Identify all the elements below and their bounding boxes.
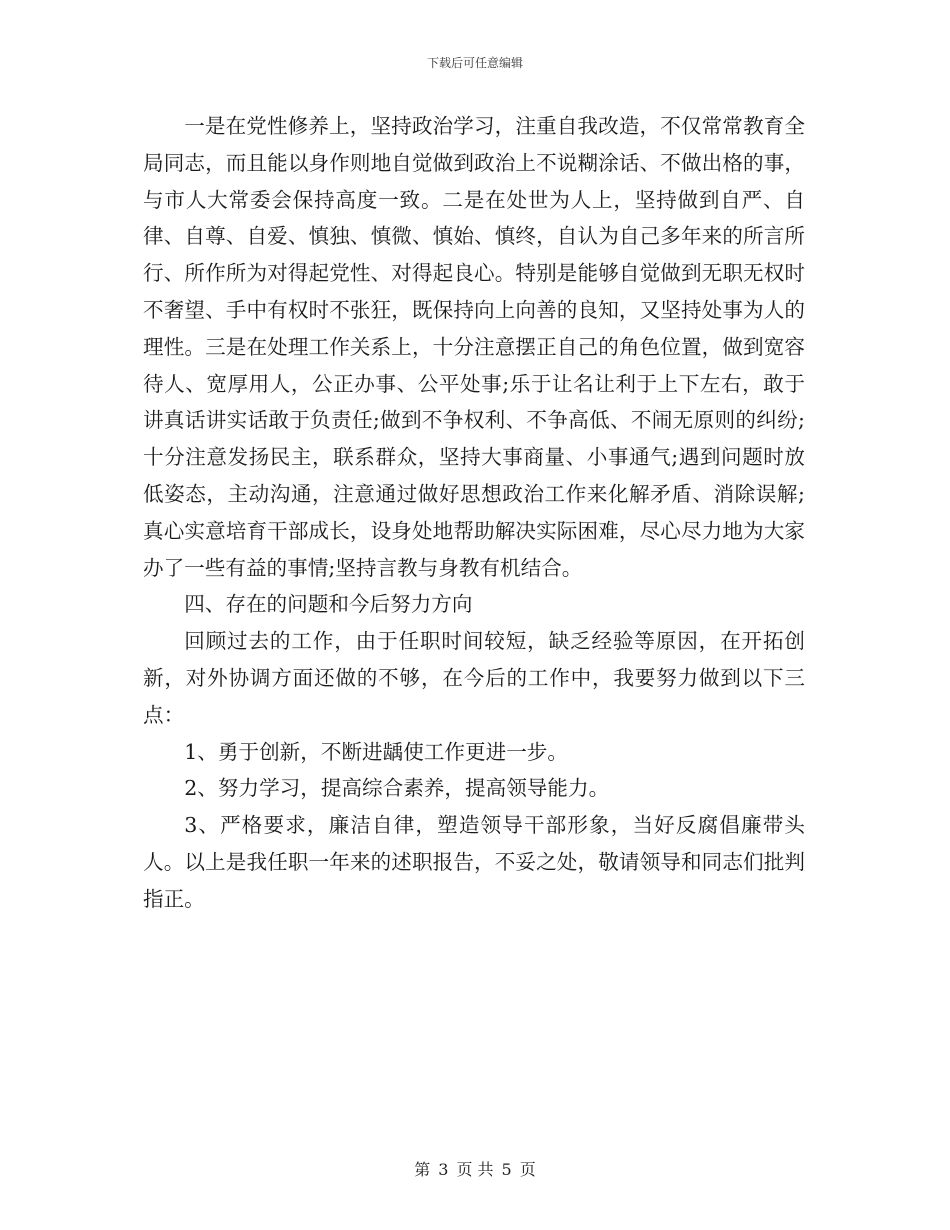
- page-prefix: 第: [414, 1160, 431, 1179]
- section-heading-problems: 四、存在的问题和今后努力方向: [184, 592, 473, 617]
- page-middle: 页 共: [456, 1160, 494, 1179]
- header-note: 下载后可任意编辑: [426, 56, 523, 70]
- list-item-1: 1、勇于创新，不断进龋使工作更进一步。: [184, 739, 568, 764]
- paragraph-conduct: 一是在党性修养上，坚持政治学习，注重自我改造，不仅常常教育全局同志，而且能以身作则地自觉做到政治上不说糊涂话、不做出格的事，与市人大常委会保持高度一致。二是在处世为人上，坚持做到自严、自律、自尊、自爱、慎独、慎微、慎始、慎终，自认为自己多年来的所言所行、所作所为对得起党性、对得起良心。特别是能够自觉做到无职无权时不奢望、手中有权时不张狂，既保持向上向善的良知，又坚持处事为人的理性。三是在处理工作关系上，十分注意摆正自己的角色位置，做到宽容待人、宽厚用人，公正办事、公平处事;乐于让名让利于上下左右，敢于讲真话讲实话敢于负责任;做到不争权利、不争高低、不闹无原则的纠纷;十分注意发扬民主，联系群众，坚持大事商量、小事通气;遇到问题时放低姿态，主动沟通，注意通过做好思想政治工作来化解矛盾、消除误解;真心实意培育干部成长，设身处地帮助解决实际困难，尽心尽力地为大家办了一些有益的事情;坚持言教与身教有机结合。: [143, 114, 805, 580]
- page-number: [0, 1157, 950, 1180]
- page-current: 3: [438, 1160, 449, 1179]
- document-body: [143, 108, 805, 918]
- list-item-2: 2、努力学习，提高综合素养，提高领导能力。: [184, 776, 610, 801]
- paragraph-review: 回顾过去的工作，由于任职时间较短，缺乏经验等原因，在开拓创新，对外协调方面还做的不够，在今后的工作中，我要努力做到以下三点：: [143, 629, 805, 727]
- page-total: 5: [501, 1160, 512, 1179]
- list-item-3: 3、严格要求，廉洁自律，塑造领导干部形象，当好反腐倡廉带头人。以上是我任职一年来的述职报告，不妥之处，敬请领导和同志们批判指正。: [143, 813, 805, 911]
- page-suffix: 页: [519, 1160, 536, 1179]
